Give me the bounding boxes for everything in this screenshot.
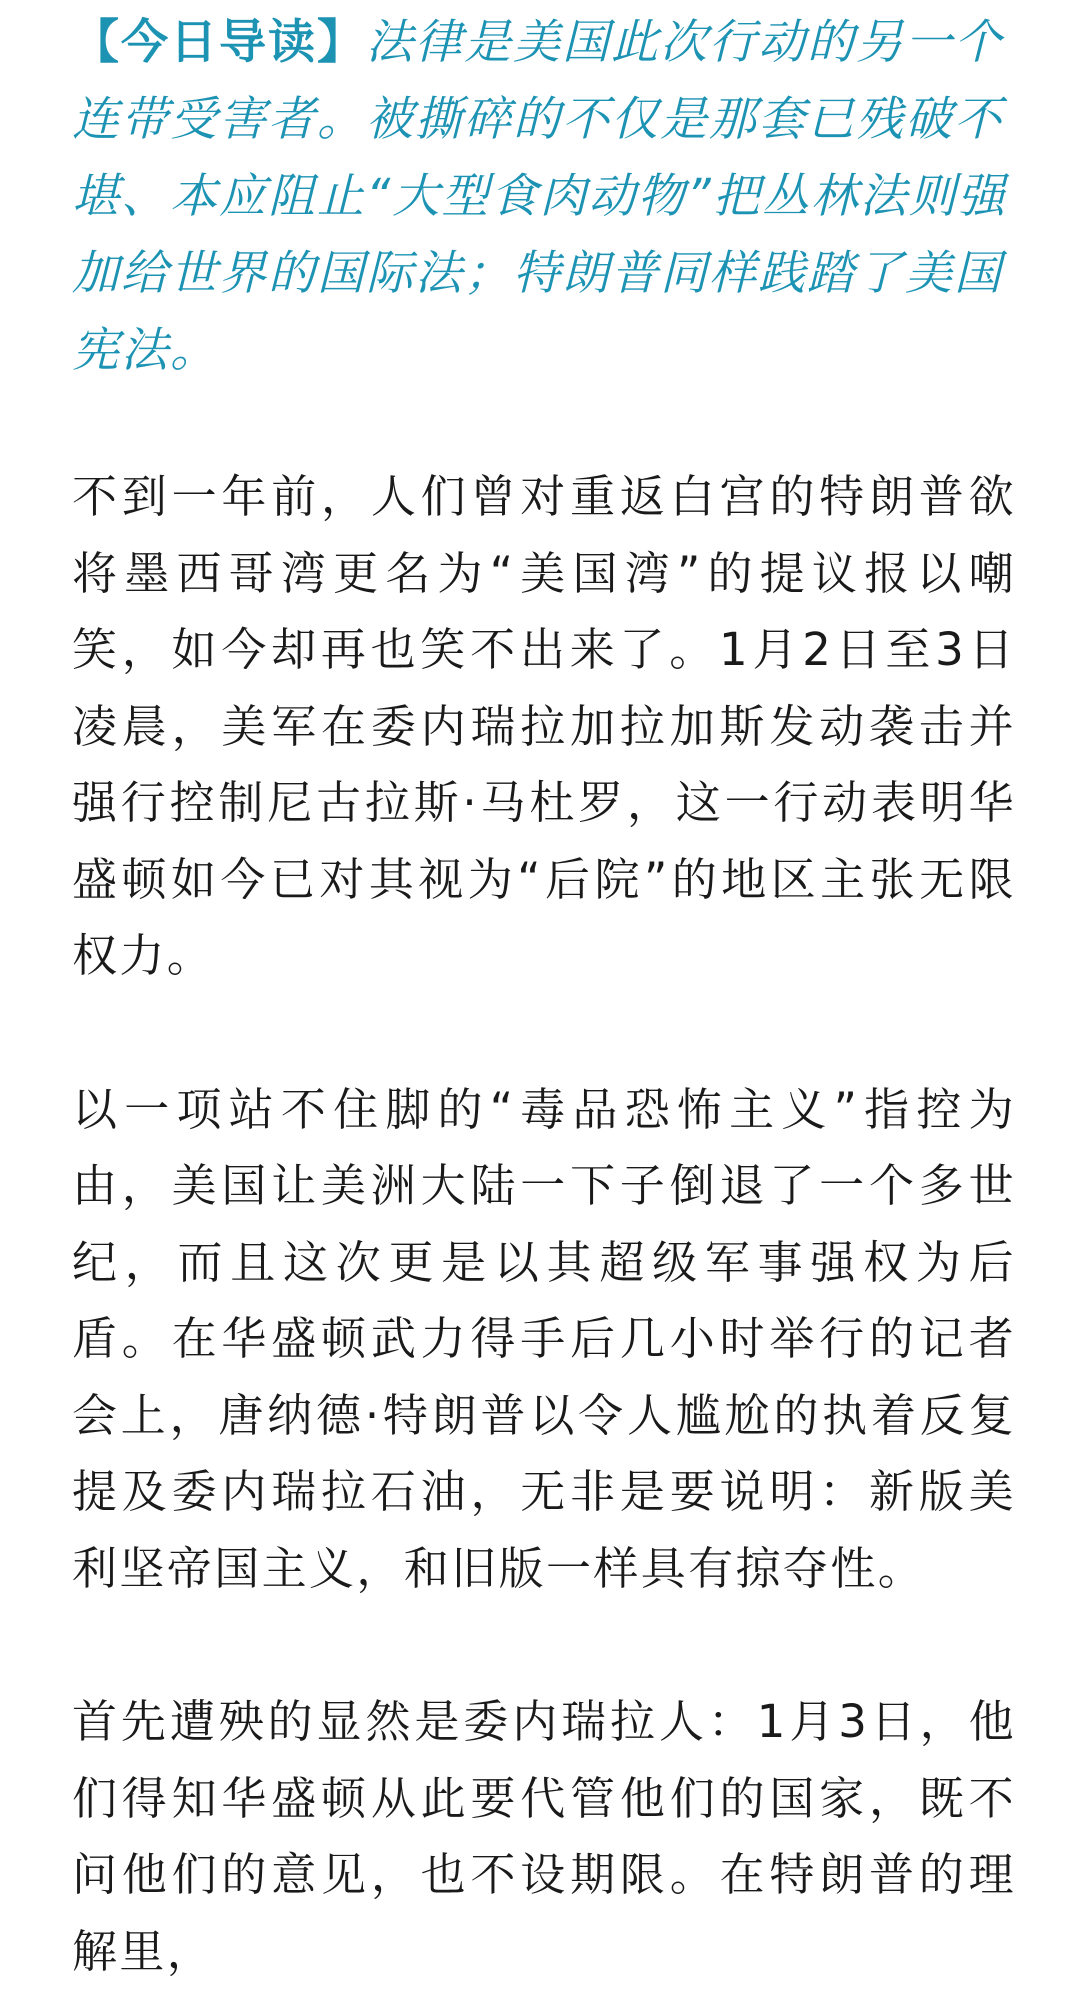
paragraph-3: 首先遭殃的显然是委内瑞拉人：1月3日，他们得知华盛顿从此要代管他们的国家，既不问他们的意见，也不设期限。在特朗普的理解里， [72, 1695, 1016, 1978]
paragraph-2: 以一项站不住脚的“毒品恐怖主义”指控为由，美国让美洲大陆一下子倒退了一个多世纪，而且这次更是以其超级军事强权为后盾。在华盛顿武力得手后几小时举行的记者会上，唐纳德·特朗普以令人尴尬的执着反复提及委内瑞拉石油，无非是要说明：新版美利坚帝国主义，和旧版一样具有掠夺性。 [72, 1082, 1016, 1595]
intro-summary [72, 0, 1016, 389]
paragraph-1: 不到一年前，人们曾对重返白宫的特朗普欲将墨西哥湾更名为“美国湾”的提议报以嘲笑，如今却再也笑不出来了。1月2日至3日凌晨，美军在委内瑞拉加拉加斯发动袭击并强行控制尼古拉斯·马杜罗，这一行动表明华盛顿如今已对其视为“后院”的地区主张无限权力。 [72, 470, 1016, 982]
article-body [72, 0, 1016, 1990]
intro-tag: 【今日导读】 [72, 15, 366, 70]
intro-text: 法律是美国此次行动的另一个连带受害者。被撕碎的不仅是那套已残破不堪、本应阻止“大型食肉动物”把丛林法则强加给世界的国际法；特朗普同样践踏了美国宪法。 [72, 15, 1007, 378]
